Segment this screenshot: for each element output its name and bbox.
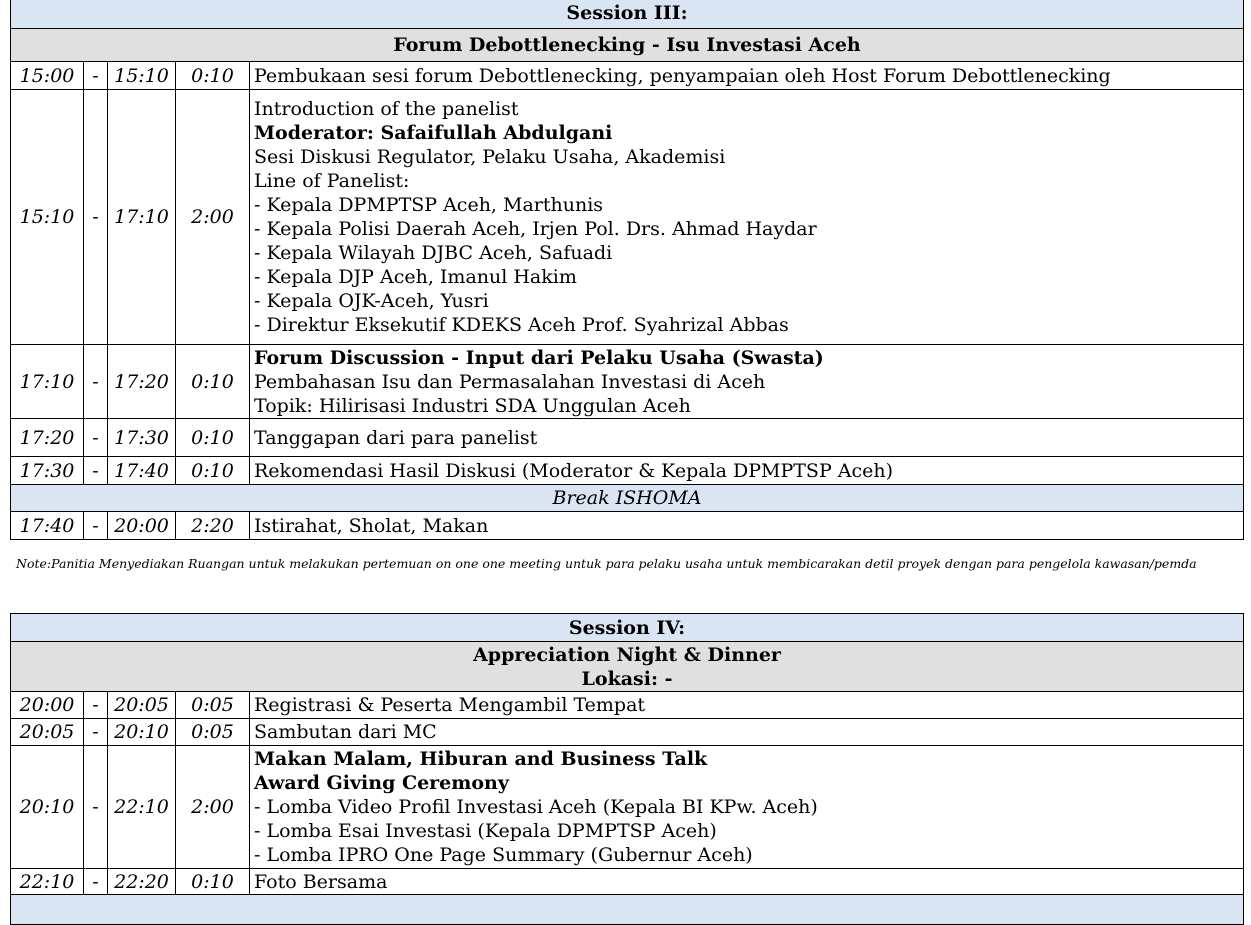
start-time: 20:10: [11, 746, 84, 869]
panelist-item: - Kepala DJP Aceh, Imanul Hakim: [254, 266, 577, 288]
agenda-line: Sambutan dari MC: [254, 721, 437, 743]
duration: 2:00: [176, 90, 250, 345]
duration: 2:20: [176, 512, 250, 540]
agenda-description: [250, 62, 1244, 90]
end-time: 17:10: [108, 90, 176, 345]
time-separator: -: [84, 746, 108, 869]
time-separator: -: [84, 90, 108, 345]
time-separator: -: [84, 719, 108, 746]
panelist-item: - Kepala OJK-Aceh, Yusri: [254, 290, 489, 312]
table-row: [11, 746, 1244, 869]
duration: 2:00: [176, 746, 250, 869]
duration: 0:10: [176, 869, 250, 895]
agenda-description: [250, 746, 1244, 869]
agenda-line: Line of Panelist:: [254, 170, 410, 192]
agenda-description: [250, 869, 1244, 895]
end-time: 15:10: [108, 62, 176, 90]
agenda-line: Rekomendasi Hasil Diskusi (Moderator & Kepala DPMPTSP Aceh): [254, 459, 894, 482]
agenda-line: Sesi Diskusi Regulator, Pelaku Usaha, Akademisi: [254, 146, 726, 168]
panelist-item: - Kepala Wilayah DJBC Aceh, Safuadi: [254, 242, 613, 264]
time-separator: -: [84, 457, 108, 485]
note-text: Note:Panitia Menyediakan Ruangan untuk melakukan pertemuan on one one meeting untuk para pelaku usaha untuk membicarakan detil proyek dengan para pengelola kawasan/pemda: [16, 556, 1197, 571]
table-row: [11, 345, 1244, 419]
start-time: 17:20: [11, 419, 84, 457]
agenda-heading: Forum Discussion - Input dari Pelaku Usaha (Swasta): [254, 346, 824, 369]
agenda-line: Istirahat, Sholat, Makan: [254, 514, 489, 537]
start-time: 17:10: [11, 345, 84, 419]
duration: 0:10: [176, 457, 250, 485]
session-4-table: [10, 613, 1244, 925]
session-3-header: Session III:: [11, 0, 1244, 29]
time-separator: -: [84, 345, 108, 419]
award-item: - Lomba IPRO One Page Summary (Gubernur Aceh): [254, 844, 753, 866]
time-separator: -: [84, 692, 108, 719]
agenda-description: [250, 90, 1244, 345]
agenda-heading: Makan Malam, Hiburan and Business Talk: [254, 748, 708, 770]
table-row: [11, 419, 1244, 457]
start-time: 17:40: [11, 512, 84, 540]
agenda-description: [250, 457, 1244, 485]
table-row: [11, 457, 1244, 485]
time-separator: -: [84, 62, 108, 90]
table-row: [11, 869, 1244, 895]
agenda-line: Registrasi & Peserta Mengambil Tempat: [254, 694, 646, 716]
end-time: 17:20: [108, 345, 176, 419]
table-row: [11, 692, 1244, 719]
agenda-description: [250, 692, 1244, 719]
agenda-line: Pembukaan sesi forum Debottlenecking, penyampaian oleh Host Forum Debottlenecking: [254, 64, 1111, 87]
duration: 0:10: [176, 62, 250, 90]
end-time: 20:00: [108, 512, 176, 540]
table-row: [11, 90, 1244, 345]
panelist-item: - Kepala DPMPTSP Aceh, Marthunis: [254, 194, 604, 216]
session-4-location: Lokasi: -: [581, 667, 673, 690]
end-time: 22:20: [108, 869, 176, 895]
agenda-description: [250, 345, 1244, 419]
start-time: 20:05: [11, 719, 84, 746]
award-item: - Lomba Video Profil Investasi Aceh (Kepala BI KPw. Aceh): [254, 796, 818, 818]
end-time: 17:40: [108, 457, 176, 485]
end-time: 22:10: [108, 746, 176, 869]
break-label: Break ISHOMA: [11, 485, 1244, 512]
session-4-title-text: Appreciation Night & Dinner: [473, 643, 781, 666]
agenda-line: Introduction of the panelist: [254, 98, 519, 120]
moderator-line: Moderator: Safaifullah Abdulgani: [254, 122, 613, 144]
agenda-description: [250, 419, 1244, 457]
agenda-description: [250, 719, 1244, 746]
panelist-item: - Direktur Eksekutif KDEKS Aceh Prof. Syahrizal Abbas: [254, 314, 789, 336]
start-time: 22:10: [11, 869, 84, 895]
duration: 0:10: [176, 345, 250, 419]
time-separator: -: [84, 869, 108, 895]
duration: 0:05: [176, 692, 250, 719]
next-session-header: [11, 895, 1244, 925]
table-row: [11, 62, 1244, 90]
agenda-heading: Award Giving Ceremony: [254, 772, 509, 794]
agenda-line: Topik: Hilirisasi Industri SDA Unggulan Aceh: [254, 394, 691, 417]
award-item: - Lomba Esai Investasi (Kepala DPMPTSP Aceh): [254, 820, 717, 842]
time-separator: -: [84, 512, 108, 540]
agenda-line: Tanggapan dari para panelist: [254, 426, 538, 449]
duration: 0:05: [176, 719, 250, 746]
end-time: 17:30: [108, 419, 176, 457]
panelist-item: - Kepala Polisi Daerah Aceh, Irjen Pol. Drs. Ahmad Haydar: [254, 218, 817, 240]
agenda-description: [250, 512, 1244, 540]
end-time: 20:10: [108, 719, 176, 746]
session-3-title: Forum Debottlenecking - Isu Investasi Aceh: [11, 29, 1244, 62]
session-4-title: [11, 642, 1244, 692]
table-row: [11, 512, 1244, 540]
session-4-header: Session IV:: [11, 614, 1244, 642]
table-row: [11, 719, 1244, 746]
agenda-line: Pembahasan Isu dan Permasalahan Investasi di Aceh: [254, 370, 766, 393]
time-separator: -: [84, 419, 108, 457]
duration: 0:10: [176, 419, 250, 457]
start-time: 17:30: [11, 457, 84, 485]
session-3-table: [10, 0, 1244, 540]
start-time: 20:00: [11, 692, 84, 719]
start-time: 15:10: [11, 90, 84, 345]
start-time: 15:00: [11, 62, 84, 90]
end-time: 20:05: [108, 692, 176, 719]
agenda-line: Foto Bersama: [254, 870, 388, 893]
